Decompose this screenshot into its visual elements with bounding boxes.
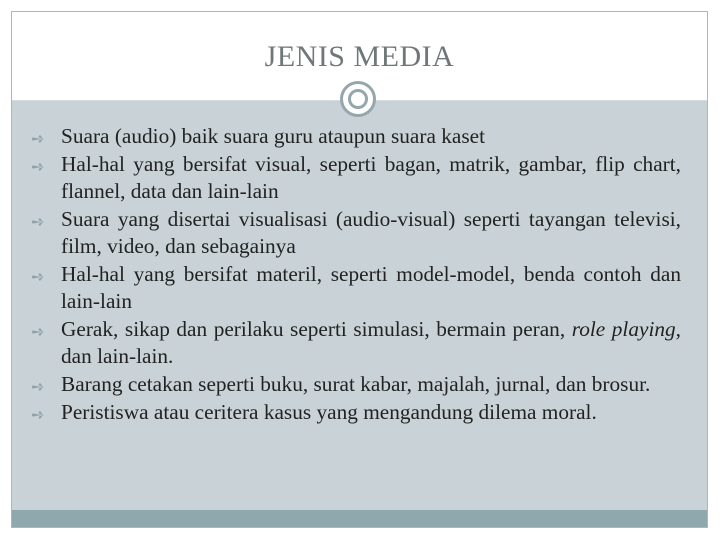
list-item [31,206,681,260]
swoosh-bullet-icon: ➺ [31,324,45,341]
bullet-text: Hal-hal yang bersifat materil, seperti model-model, benda contoh dan lain-lain [61,262,681,313]
swoosh-bullet-icon: ➺ [31,214,45,231]
list-item [31,316,681,370]
bullet-list [31,123,681,427]
list-item [31,399,681,426]
swoosh-bullet-icon: ➺ [31,379,45,396]
swoosh-bullet-icon: ➺ [31,407,45,424]
circle-ornament-inner [348,89,368,109]
slide [11,11,708,528]
swoosh-bullet-icon: ➺ [31,269,45,286]
bullet-text-end: , dan lain-lain. [61,317,681,368]
swoosh-bullet-icon: ➺ [31,159,45,176]
footer-band [12,510,707,527]
list-item [31,261,681,315]
bullet-text: Gerak, sikap dan perilaku seperti simulasi, bermain peran, [61,317,572,341]
slide-title: JENIS MEDIA [264,40,455,73]
list-item [31,371,681,398]
bullet-text: Peristiswa atau ceritera kasus yang mengandung dilema moral. [61,400,597,424]
list-item [31,151,681,205]
bullet-text: Suara (audio) baik suara guru ataupun suara kaset [61,124,486,148]
bullet-text: Barang cetakan seperti buku, surat kabar, majalah, jurnal, dan brosur. [61,372,651,396]
list-item [31,123,681,150]
bullet-text: Hal-hal yang bersifat visual, seperti bagan, matrik, gambar, flip chart, flannel, data dan lain-lain [61,152,681,203]
swoosh-bullet-icon: ➺ [31,131,45,148]
bullet-text-italic: role playing [571,317,676,341]
circle-ornament-icon [340,81,376,117]
bullet-text: Suara yang disertai visualisasi (audio-visual) seperti tayangan televisi, film, video, dan sebagainya [61,207,681,258]
